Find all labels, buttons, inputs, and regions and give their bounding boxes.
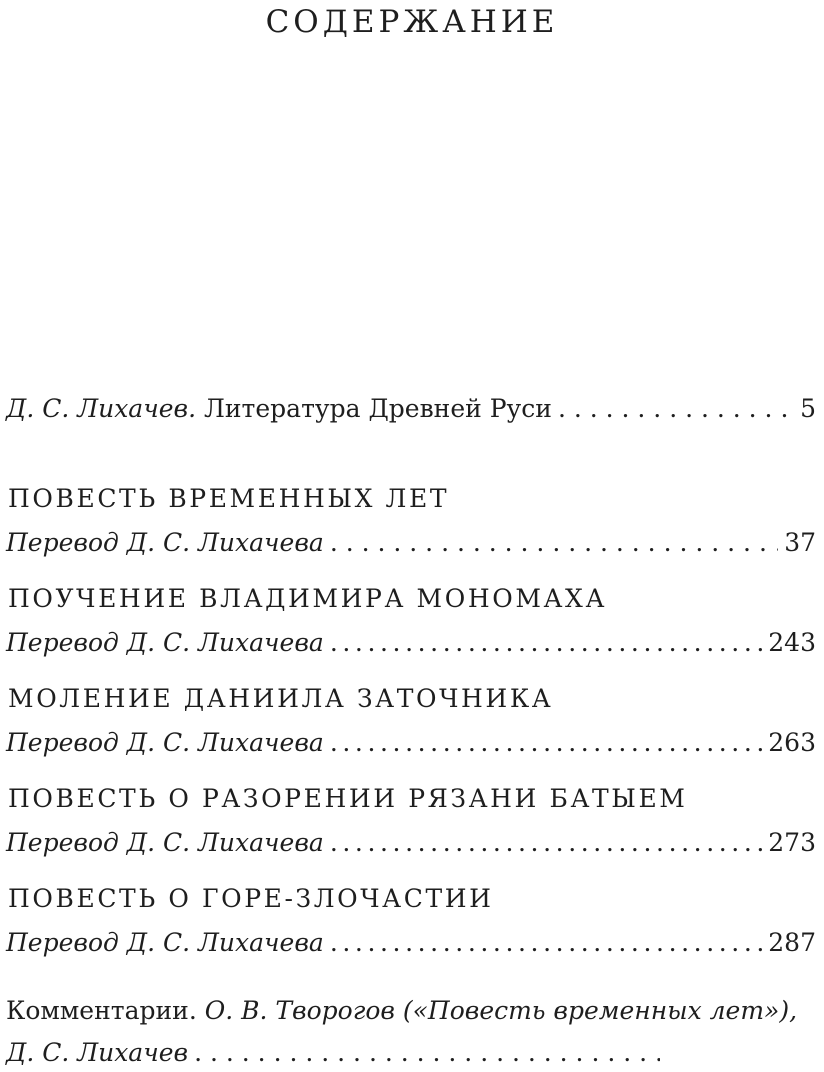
dot-leader — [194, 1038, 660, 1067]
toc-entry-title: Литература Древней Руси — [204, 394, 552, 423]
toc-entry-page: 263 — [768, 728, 816, 757]
toc-entry-author: Д. С. Лихачев. — [6, 394, 197, 423]
toc-entry-translation: Перевод Д. С. Лихачева — [6, 828, 324, 857]
section-heading: МОЛЕНИЕ ДАНИИЛА ЗАТОЧНИКА — [8, 684, 554, 713]
toc-entry-page: 273 — [768, 828, 816, 857]
comments-author: Д. С. Лихачев — [6, 1038, 189, 1067]
section-heading: ПОВЕСТЬ ВРЕМЕННЫХ ЛЕТ — [8, 484, 450, 513]
section-heading: ПОВЕСТЬ О ГОРЕ-ЗЛОЧАСТИИ — [8, 884, 494, 913]
dot-leader — [330, 928, 762, 957]
dot-leader — [330, 628, 762, 657]
comments-authors: О. В. Творогов («Повесть временных лет»), — [204, 996, 798, 1025]
toc-entry — [6, 628, 816, 657]
page-title: СОДЕРЖАНИЕ — [265, 4, 559, 40]
toc-entry-translation: Перевод Д. С. Лихачева — [6, 928, 324, 957]
toc-entry-translation: Перевод Д. С. Лихачева — [6, 528, 324, 557]
dot-leader — [330, 728, 762, 757]
comments-label: Комментарии. — [6, 996, 197, 1025]
comments-entry-continued — [6, 1038, 666, 1067]
dot-leader — [330, 828, 762, 857]
toc-entry-translation: Перевод Д. С. Лихачева — [6, 728, 324, 757]
dot-leader — [330, 528, 778, 557]
toc-entry — [6, 828, 816, 857]
section-heading: ПОУЧЕНИЕ ВЛАДИМИРА МОНОМАХА — [8, 584, 607, 613]
section-heading: ПОВЕСТЬ О РАЗОРЕНИИ РЯЗАНИ БАТЫЕМ — [8, 784, 688, 813]
toc-entry — [6, 528, 816, 557]
comments-entry — [6, 996, 797, 1025]
toc-entry-page: 287 — [768, 928, 816, 957]
toc-entry — [6, 728, 816, 757]
toc-entry-page: 243 — [768, 628, 816, 657]
toc-entry-page: 5 — [800, 394, 816, 423]
toc-entry-translation: Перевод Д. С. Лихачева — [6, 628, 324, 657]
toc-entry-page: 37 — [784, 528, 816, 557]
dot-leader — [558, 394, 794, 423]
toc-entry — [6, 928, 816, 957]
toc-entry-intro — [6, 394, 816, 423]
